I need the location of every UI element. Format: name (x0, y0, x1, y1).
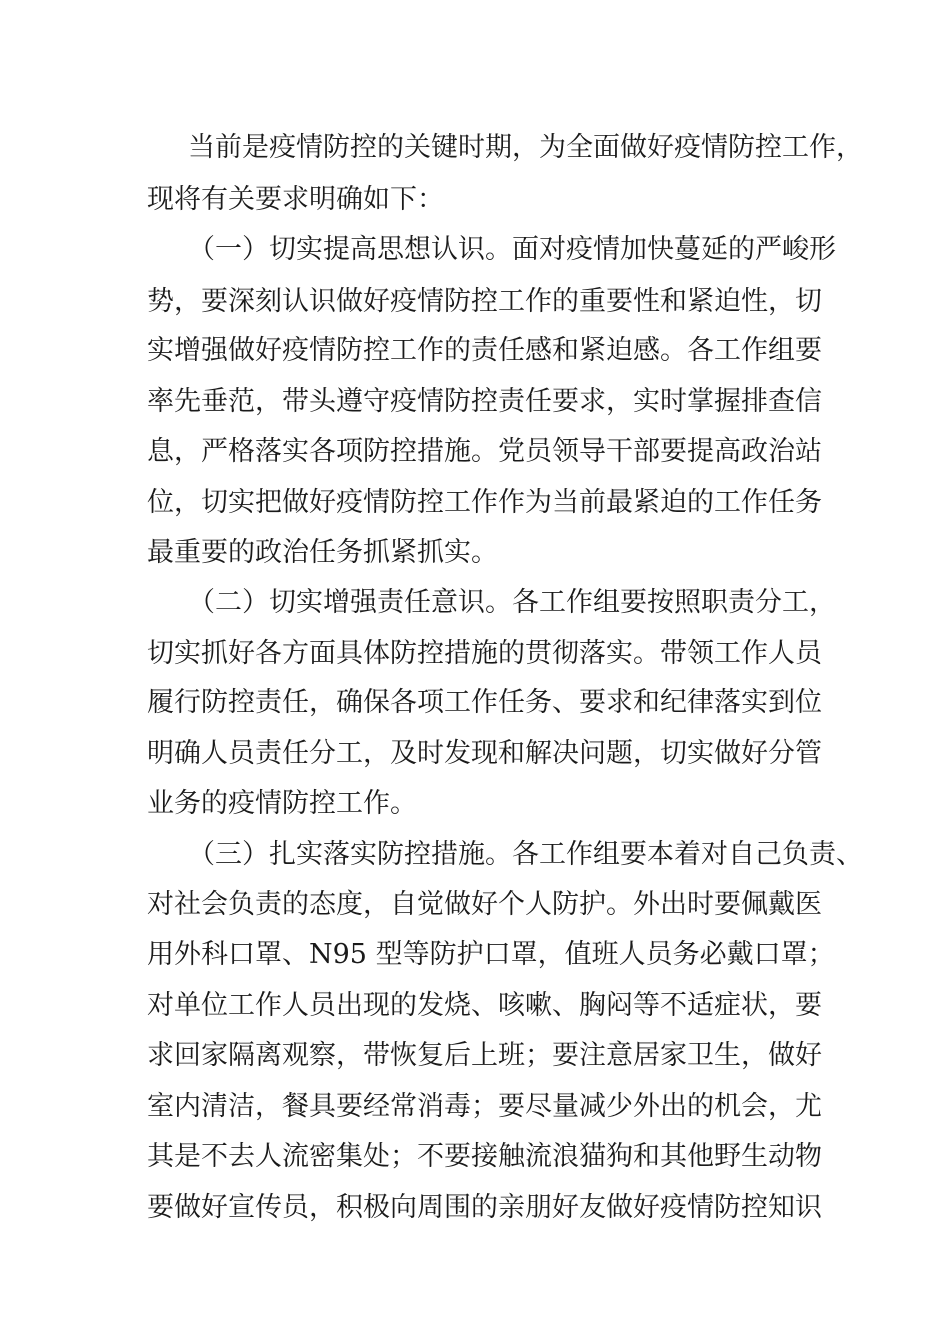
text-line: 息，严格落实各项防控措施。党员领导干部要提高政治站 (147, 436, 822, 467)
text-line: 求回家隔离观察，带恢复后上班；要注意居家卫生，做好 (147, 1040, 822, 1071)
text-line: 现将有关要求明确如下： (147, 184, 444, 215)
text-line: 要做好宣传员，积极向周围的亲朋好友做好疫情防控知识 (147, 1192, 822, 1223)
text-line: （一）切实提高思想认识。面对疫情加快蔓延的严峻形 (188, 234, 836, 265)
text-line: 实增强做好疫情防控工作的责任感和紧迫感。各工作组要 (147, 335, 822, 366)
text-line: 履行防控责任，确保各项工作任务、要求和纪律落实到位 (147, 687, 822, 718)
text-line: 其是不去人流密集处；不要接触流浪猫狗和其他野生动物 (147, 1141, 822, 1172)
text-line: 势，要深刻认识做好疫情防控工作的重要性和紧迫性，切 (147, 286, 822, 317)
text-line: 明确人员责任分工，及时发现和解决问题，切实做好分管 (147, 738, 822, 769)
text-line: 切实抓好各方面具体防控措施的贯彻落实。带领工作人员 (147, 638, 822, 669)
text-line: 用外科口罩、N95 型等防护口罩，值班人员务必戴口罩； (147, 939, 835, 970)
text-line: 当前是疫情防控的关键时期，为全面做好疫情防控工作， (188, 132, 863, 163)
text-line: 室内清洁，餐具要经常消毒；要尽量减少外出的机会，尤 (147, 1091, 822, 1122)
text-line: 位，切实把做好疫情防控工作作为当前最紧迫的工作任务 (147, 487, 822, 518)
text-line: 最重要的政治任务抓紧抓实。 (147, 537, 498, 568)
text-line: 对单位工作人员出现的发烧、咳嗽、胸闷等不适症状，要 (147, 990, 822, 1021)
text-line: 业务的疫情防控工作。 (147, 788, 417, 819)
text-line: 对社会负责的态度，自觉做好个人防护。外出时要佩戴医 (147, 889, 822, 920)
text-line: （三）扎实落实防控措施。各工作组要本着对自己负责、 (188, 839, 863, 870)
text-line: 率先垂范，带头遵守疫情防控责任要求，实时掌握排查信 (147, 386, 822, 417)
text-line: （二）切实增强责任意识。各工作组要按照职责分工， (188, 587, 836, 618)
